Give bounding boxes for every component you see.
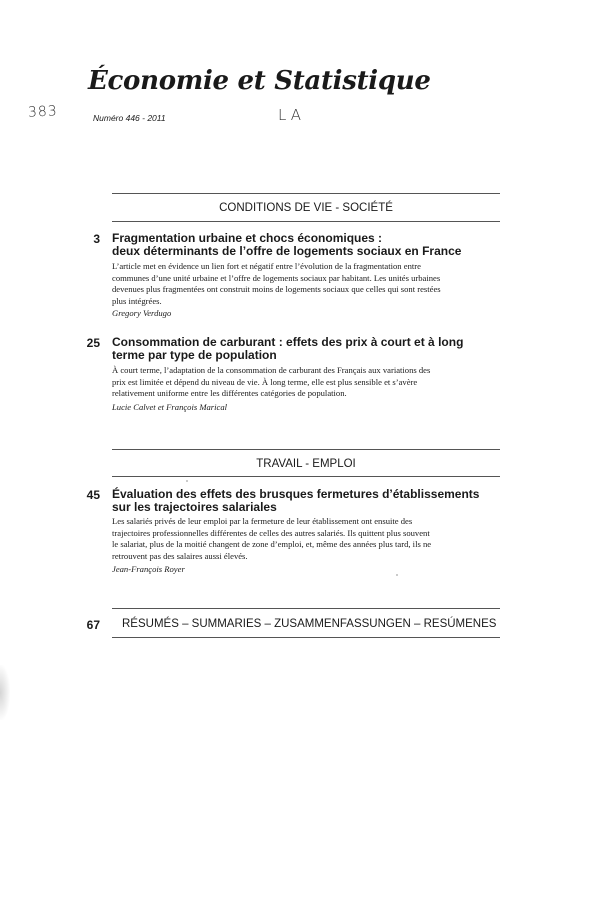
abstract-line: L’article met en évidence un lien fort et négatif entre l’évolution de la fragmentation entre bbox=[112, 261, 421, 271]
summaries-rule-bottom bbox=[112, 637, 500, 638]
abstract-line: plus intégrées. bbox=[112, 295, 162, 306]
article-page-number: 3 bbox=[93, 232, 100, 246]
abstract-line: À court terme, l’adaptation de la consommation de carburant des Français aux variations des bbox=[112, 365, 431, 375]
article-abstract bbox=[112, 365, 504, 400]
article-title-line: terme par type de population bbox=[112, 348, 277, 362]
article-title bbox=[112, 336, 507, 362]
scan-speck bbox=[186, 480, 188, 482]
section-heading: TRAVAIL - EMPLOI bbox=[256, 458, 356, 470]
article-title bbox=[112, 488, 507, 514]
section-heading: CONDITIONS DE VIE - SOCIÉTÉ bbox=[219, 202, 393, 214]
article-page-number: 45 bbox=[86, 488, 100, 502]
article-title bbox=[112, 232, 507, 258]
article-author: Jean-François Royer bbox=[112, 564, 185, 574]
summaries-page-number: 67 bbox=[86, 618, 100, 632]
summaries-rule-top bbox=[112, 608, 500, 609]
scan-shadow bbox=[0, 665, 10, 720]
article-abstract bbox=[112, 261, 504, 307]
handwritten-number: 383 bbox=[27, 103, 59, 121]
abstract-line: communes d’une unité urbaine et l’offre de logements sociaux par habitant. Les unités urbaines bbox=[112, 272, 441, 283]
article-author: Gregory Verdugo bbox=[112, 308, 172, 318]
abstract-line: le salariat, plus de la moitié changent de zone d’emploi, et, même des années plus tard, ils ne bbox=[112, 539, 432, 550]
section-rule-top bbox=[112, 449, 500, 450]
article-abstract bbox=[112, 516, 504, 562]
abstract-line: devenues plus fragmentées ont construit moins de logements sociaux que celles qui sont restées bbox=[112, 284, 441, 295]
section-rule-top bbox=[112, 193, 500, 194]
handwritten-initials: LA bbox=[278, 106, 305, 124]
summaries-label: RÉSUMÉS – SUMMARIES – ZUSAMMENFASSUNGEN – RESÚMENES bbox=[122, 618, 497, 630]
article-title-line: deux déterminants de l’offre de logements sociaux en France bbox=[112, 244, 462, 258]
abstract-line: prix est limitée et dépend du niveau de vie. À long terme, elle est plus sensible et s’avère bbox=[112, 376, 418, 387]
abstract-line: relativement uniforme entre les différentes catégories de population. bbox=[112, 388, 347, 399]
section-rule-bottom bbox=[112, 221, 500, 222]
section-rule-bottom bbox=[112, 476, 500, 477]
journal-title: Économie et Statistique bbox=[88, 66, 431, 96]
article-author: Lucie Calvet et François Marical bbox=[112, 402, 228, 412]
article-title-line: Évaluation des effets des brusques fermetures d’établissements bbox=[112, 487, 480, 501]
article-title-line: Fragmentation urbaine et chocs économiques : bbox=[112, 231, 383, 245]
article-title-line: Consommation de carburant : effets des prix à court et à long bbox=[112, 335, 464, 349]
abstract-line: trajectoires professionnelles différentes de celles des autres salariés. Ils quittent plus souvent bbox=[112, 527, 430, 538]
issue-number: Numéro 446 - 2011 bbox=[93, 113, 166, 123]
article-title-line: sur les trajectoires salariales bbox=[112, 500, 277, 514]
abstract-line: Les salariés privés de leur emploi par la fermeture de leur établissement ont ensuite des bbox=[112, 516, 413, 526]
article-page-number: 25 bbox=[86, 336, 100, 350]
scan-speck bbox=[396, 574, 398, 576]
abstract-line: retrouvent pas des salaires aussi élevés. bbox=[112, 550, 248, 561]
